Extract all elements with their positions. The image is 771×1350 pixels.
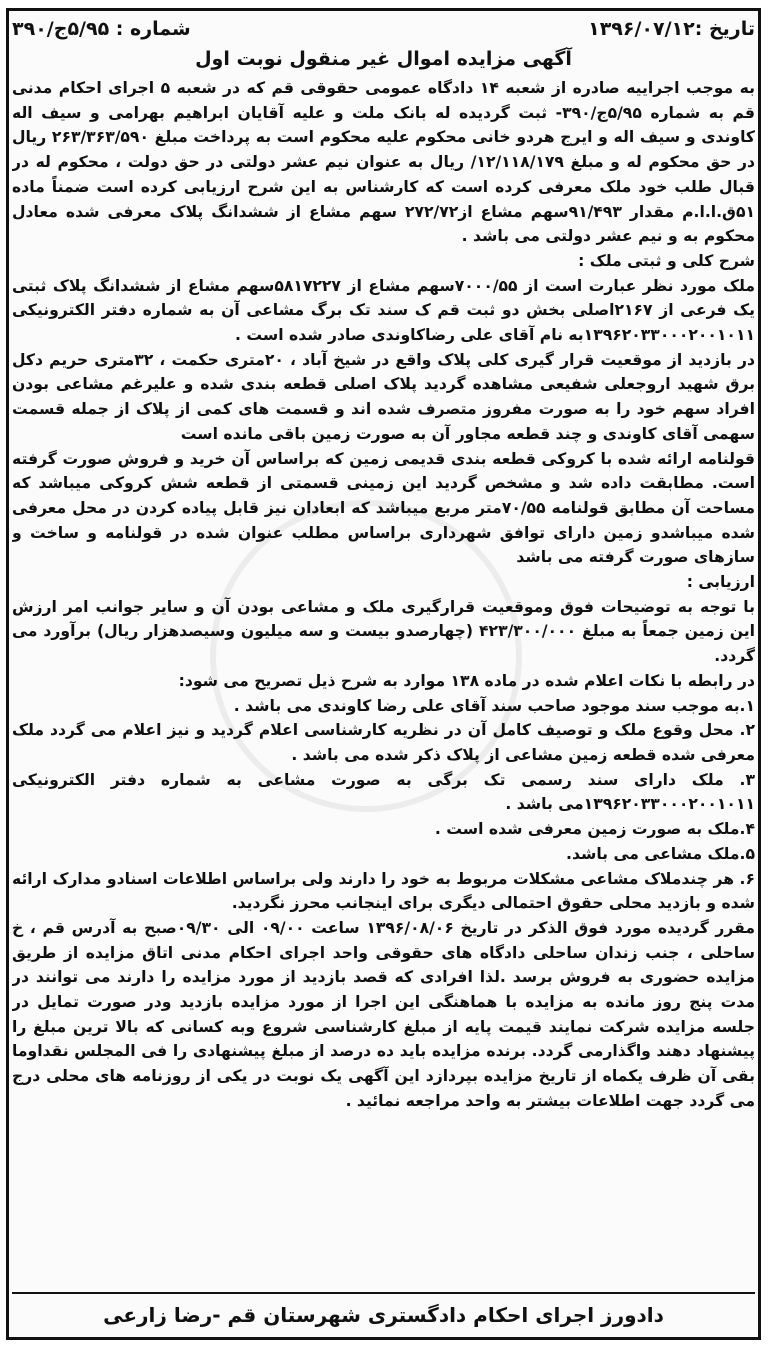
list-item-4: ۴.ملک به صورت زمین معرفی شده است . — [434, 820, 755, 839]
paragraph-valuation: با توجه به توضیحات فوق وموقعیت قرارگیری ملک و مشاعی بودن آن و سایر جوانب امر ارزش این زمین جمعاً به مبلغ ۴۲۳/۳۰۰/۰۰۰ (چهارصدو بیست و سه میلیون وسیصدهزار ریال) برآورد می گردد. — [12, 597, 755, 666]
list-item-2: ۲. محل وقوع ملک و توصیف کامل آن در نظریه کارشناسی اعلام گردید و نیز اعلام می گردد ملک معرفی شده قطعه زمین مشاعی از پلاک ذکر شده می باشد . — [12, 721, 755, 764]
paragraph-auction-schedule: مقرر گردیده مورد فوق الذکر در تاریخ ۱۳۹۶/۰۸/۰۶ ساعت ۰۹/۰۰ الی ۰۹/۳۰صبح به آدرس قم ، خ ساحلی ، جنب زندان ساحلی دادگاه های حقوقی واحد اجرای احکام مدنی اتاق مزایده از طریق مزایده حضوری به فروش برسد .لذا افرادی که قصد بازدید از مورد مزایده را دارند می توانند در مدت پنج روز مانده به مزایده با هماهنگی این اجرا از مورد مزایده بازدید ودر صورت تمایل در جلسه مزایده شرکت نمایند قیمت پایه از مبلغ کارشناسی شروع وبه کسانی که بالا ترین مبلغ را پیشنهاد دهند واگذارمی گردد. برنده مزایده باید ده درصد از مبلغ پیشنهادی را فی المجلس نقداوما بقی آن ظرف یکماه از تاریخ مزایده بپردازد این آگهی یک نوبت در یکی از روزنامه های محلی درج می گردد جهت اطلاعات بیشتر به واحد مراجعه نمائید . — [12, 918, 755, 1110]
list-item-1: ۱.به موجب سند موجود صاحب سند آقای علی رضا کاوندی می باشد . — [233, 696, 755, 715]
list-item-6: ۶. هر چندملاک مشاعی مشکلات مربوط به خود را دارند ولی براساس اطلاعات اسنادو مدارک ارائه شده و بازدید محلی حقوق احتمالی دیگری برای اینجانب محرز نگردید. — [12, 869, 755, 913]
list-item-5: ۵.ملک مشاعی می باشد. — [566, 844, 755, 863]
notice-date: تاریخ :۱۳۹۶/۰۷/۱۲ — [588, 18, 755, 40]
paragraph-deed: قولنامه ارائه شده با کروکی قطعه بندی قدیمی زمین که براساس آن خرید و فروش صورت گرفته است. مطابقت داده شد و مشخص گردید این زمینی قسمتی از قطعه شش کروکی میباشد که مساحت آن مطابق قولنامه ۷۰/۵۵متر مربع میباشد که ابعادان نیز قابل پیاده کردن در محل معرفی شده میباشدو زمین دارای توافق شهرداری براساس مطلب عنوان شده در قولنامه و ساخت و سازهای صورت گرفته می باشد — [12, 449, 755, 567]
paragraph-inspection: در بازدید از موقعیت قرار گیری کلی پلاک واقع در شیخ آباد ، ۲۰متری حکمت ، ۳۲متری حریم دکل برق شهید اروجعلی شفیعی مشاهده گردید پلاک اصلی قطعه بندی شده و علیرغم مشاعی بودن افراد سهم خود را به صورت مفروز متصرف شده اند و قسمت های کمی از پلاک از جمله قسمت سهمی آقای کاوندی و چند قطعه مجاور آن به صورت زمین باقی مانده است — [12, 350, 755, 443]
heading-valuation: ارزیابی : — [686, 573, 755, 592]
notice-header — [12, 14, 755, 44]
auction-notice — [12, 14, 755, 1336]
paragraph-article-138: در رابطه با نکات اعلام شده در ماده ۱۳۸ موارد به شرح ذیل تصریح می شود: — [178, 671, 755, 690]
paragraph-property: ملک مورد نظر عبارت است از ۷۰۰۰/۵۵سهم مشاع از ۵۸۱۷۲۲۷سهم مشاع از ششدانگ پلاک ثبتی یک فرعی از ۲۱۶۷اصلی بخش دو ثبت قم ک سند تک برگ مشاعی آن به شماره دفتر الکترونیکی ۱۳۹۶۲۰۳۳۰۰۰۲۰۰۱۰۱۱به نام آقای علی رضاکاوندی صادر شده است . — [12, 276, 755, 345]
paragraph-intro: به موجب اجراییه صادره از شعبه ۱۴ دادگاه عمومی حقوقی قم که در شعبه ۵ اجرای احکام مدنی قم به شماره ۵/۹۵ج/۳۹۰- ثبت گردیده له بانک ملت و علیه آقایان ابراهیم بهرامی و سیف اله کاوندی و سیف اله و ایرج هردو خانی محکوم علیه محکوم است به پرداخت مبلغ ۲۶۳/۳۶۳/۵۹۰ ریال در حق محکوم له و مبلغ ۱۲/۱۱۸/۱۷۹/ ریال به عنوان نیم عشر دولتی در حق دولت ، محکوم له در قبال طلب خود ملک معرفی کرده است که کارشناس به این شرح ارزیابی کرده است ضمناً ماده ۵۱ق.ا.ا.م مقدار ۹۱/۴۹۳سهم مشاع از۲۷۲/۷۲ سهم مشاع از ششدانگ پلاک معرفی شده معادل محکوم به و نیم عشر دولتی می باشد . — [12, 79, 755, 246]
list-item-3: ۳. ملک دارای سند رسمی تک برگی به صورت مشاعی به شماره دفتر الکترونیکی ۱۳۹۶۲۰۳۳۰۰۰۲۰۰۱۰۱۱می باشد . — [12, 770, 755, 814]
notice-title: آگهی مزایده اموال غیر منقول نوبت اول — [195, 48, 572, 70]
notice-signature: دادورز اجرای احکام دادگستری شهرستان قم -رضا زارعی — [12, 1292, 755, 1332]
notice-number: شماره : ۵/۹۵ج/۳۹۰ — [12, 18, 191, 40]
heading-property-description: شرح کلی و ثبتی ملک : — [578, 251, 755, 270]
